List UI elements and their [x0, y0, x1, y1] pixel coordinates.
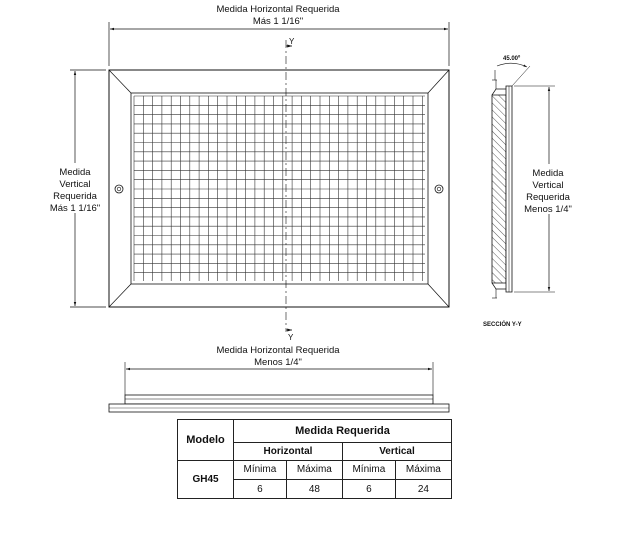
h-max-label: Máxima: [286, 460, 342, 480]
bottom-dim-line1: Medida Horizontal Requerida: [216, 345, 340, 356]
section-caption: SECCIÓN Y-Y: [483, 322, 522, 328]
model-header: Modelo: [178, 420, 234, 461]
spec-table: [177, 419, 452, 499]
vertical-header: Vertical: [342, 442, 451, 460]
bottom-dim-line2: Menos 1/4": [254, 357, 302, 368]
h-max-value: 48: [286, 480, 342, 499]
bottom-view-body: [125, 395, 433, 404]
side-dim-line1: Medida: [532, 168, 564, 179]
right-screw-hole-icon: [435, 185, 443, 193]
section-marker-top: Y: [289, 37, 295, 46]
h-min-value: 6: [234, 480, 287, 499]
front-top-dim-line2: Más 1 1/16": [252, 16, 304, 27]
v-min-value: 6: [342, 480, 395, 499]
side-dim-line2: Vertical: [532, 180, 564, 191]
required-header: Medida Requerida: [234, 420, 452, 443]
h-min-label: Mínima: [234, 460, 287, 480]
front-view: [48, 4, 449, 342]
front-left-dim-line2: Vertical: [59, 179, 91, 190]
bottom-view: [109, 345, 449, 412]
front-left-dim-line4: Más 1 1/16": [49, 203, 101, 214]
section-hatched-body: [492, 95, 506, 283]
side-section-view: [483, 56, 576, 328]
section-marker-bottom: Y: [288, 333, 294, 342]
model-value: GH45: [178, 460, 234, 498]
v-max-value: 24: [395, 480, 451, 499]
front-left-dim-line1: Medida: [59, 167, 91, 178]
front-left-dim-line3: Requerida: [53, 191, 97, 202]
horizontal-header: Horizontal: [234, 442, 343, 460]
front-top-dim-line1: Medida Horizontal Requerida: [216, 4, 340, 15]
angle-label: 45.00º: [503, 56, 521, 62]
left-screw-hole-icon: [115, 185, 123, 193]
v-max-label: Máxima: [395, 460, 451, 480]
side-dim-line3: Requerida: [526, 192, 570, 203]
side-dim-line4: Menos 1/4": [524, 204, 572, 215]
v-min-label: Mínima: [342, 460, 395, 480]
grille-inner-frame: [131, 93, 428, 284]
